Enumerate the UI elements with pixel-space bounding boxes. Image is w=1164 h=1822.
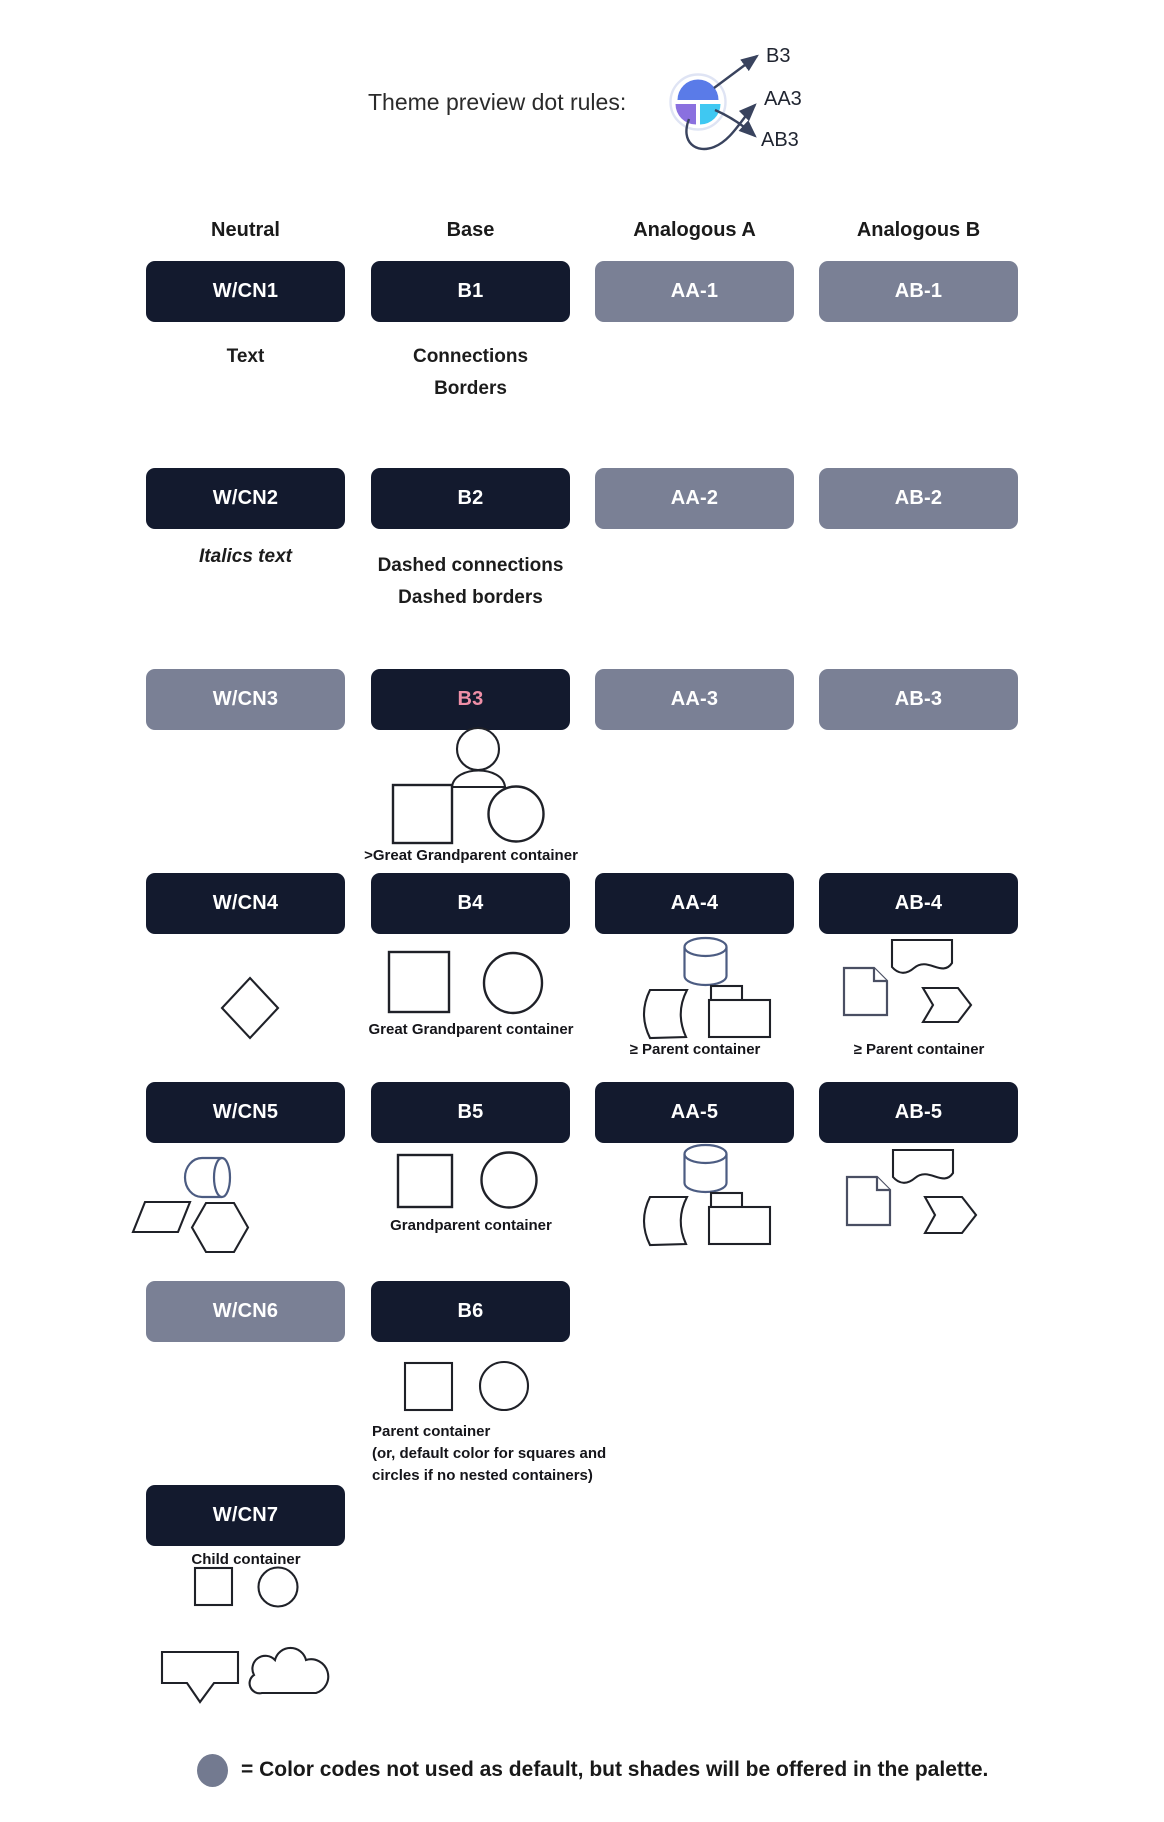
- ab4-container-shapes: [830, 930, 990, 1030]
- swatch-b4: B4: [371, 873, 570, 934]
- swatch-b6: B6: [371, 1281, 570, 1342]
- swatch-aa4: AA-4: [595, 873, 794, 934]
- aa5-container-shapes: [628, 1142, 778, 1250]
- dot-rule-label-analogous-b: AB3: [761, 129, 799, 151]
- swatch-wcn1: W/CN1: [146, 261, 345, 322]
- swatch-aa3: AA-3: [595, 669, 794, 730]
- b6-container-shapes: [400, 1356, 535, 1414]
- chevron-icon: [925, 1197, 976, 1233]
- note-b6-caption-line3: circles if no nested containers): [372, 1467, 593, 1484]
- note-aa4-caption: ≥ Parent container: [629, 1041, 761, 1058]
- note-base-dashed-connections: Dashed connections: [377, 555, 564, 576]
- page-title: Theme preview dot rules:: [368, 89, 627, 115]
- note-base-borders: Borders: [434, 378, 507, 399]
- square-icon: [393, 785, 452, 843]
- wcn7-child-shapes: [190, 1562, 302, 1612]
- square-icon: [398, 1155, 452, 1207]
- b5-container-shapes: [395, 1150, 545, 1212]
- note-b6-caption-line2: (or, default color for squares and: [372, 1445, 607, 1462]
- document-icon: [847, 1177, 890, 1225]
- swatch-ab4: AB-4: [819, 873, 1018, 934]
- swatch-b5: B5: [371, 1082, 570, 1143]
- swatch-wcn4: W/CN4: [146, 873, 345, 934]
- cylinder-icon: [685, 1145, 727, 1192]
- note-wcn7-caption: Child container: [191, 1551, 301, 1568]
- swatch-aa2: AA-2: [595, 468, 794, 529]
- swatch-b3: B3: [371, 669, 570, 730]
- circle-icon: [480, 1362, 528, 1410]
- folder-icon: [709, 1193, 770, 1244]
- dot-rule-label-base: B3: [766, 45, 791, 67]
- swatch-ab3: AB-3: [819, 669, 1018, 730]
- arrow-to-ab3: [715, 110, 755, 136]
- column-header-analogous-a: Analogous A: [633, 219, 756, 241]
- swatch-wcn3: W/CN3: [146, 669, 345, 730]
- wavy-document-icon: [892, 940, 952, 973]
- note-ab4-caption: ≥ Parent container: [853, 1041, 985, 1058]
- note-neutral-italics: Italics text: [199, 546, 292, 567]
- swatch-ab1: AB-1: [819, 261, 1018, 322]
- swatch-aa5: AA-5: [595, 1082, 794, 1143]
- wcn4-diamond-shape: [218, 976, 282, 1040]
- wcn7-extra-shapes: [156, 1636, 336, 1708]
- column-header-analogous-b: Analogous B: [856, 219, 981, 241]
- note-b5-caption: Grandparent container: [390, 1217, 552, 1234]
- square-icon: [195, 1568, 232, 1605]
- diamond-icon: [222, 978, 278, 1038]
- swatch-wcn7: W/CN7: [146, 1485, 345, 1546]
- hexagon-icon: [192, 1203, 248, 1252]
- swatch-wcn2: W/CN2: [146, 468, 345, 529]
- speech-bubble-icon: [162, 1652, 238, 1702]
- stored-data-icon: [644, 990, 687, 1038]
- ab5-container-shapes: [830, 1142, 990, 1242]
- circle-icon: [482, 1153, 537, 1208]
- circle-icon: [489, 787, 544, 842]
- dot-base-wedge: [678, 80, 719, 101]
- person-icon: [452, 728, 505, 787]
- arrow-to-b3: [714, 56, 757, 88]
- wcn5-shapes: [128, 1150, 258, 1258]
- note-base-dashed-borders: Dashed borders: [398, 587, 543, 608]
- chevron-icon: [923, 988, 971, 1022]
- note-b6-caption-line1: Parent container: [372, 1423, 491, 1440]
- aa4-container-shapes: [628, 933, 778, 1045]
- swatch-wcn5: W/CN5: [146, 1082, 345, 1143]
- legend-text: = Color codes not used as default, but shades will be offered in the palette.: [241, 1758, 989, 1781]
- column-header-neutral: Neutral: [211, 219, 280, 241]
- parallelogram-icon: [133, 1202, 190, 1232]
- horizontal-cylinder-icon: [185, 1158, 230, 1197]
- dot-rule-label-analogous-a: AA3: [764, 88, 802, 110]
- note-b3-caption: >Great Grandparent container: [364, 847, 578, 864]
- square-icon: [405, 1363, 452, 1410]
- note-neutral-text: Text: [226, 346, 265, 367]
- cylinder-icon: [685, 938, 727, 985]
- document-icon: [844, 968, 887, 1015]
- b3-container-shapes: [378, 724, 558, 848]
- circle-icon: [259, 1568, 298, 1607]
- swatch-b2: B2: [371, 468, 570, 529]
- swatch-wcn6: W/CN6: [146, 1281, 345, 1342]
- swatch-ab5: AB-5: [819, 1082, 1018, 1143]
- swatch-b1: B1: [371, 261, 570, 322]
- swatch-aa1: AA-1: [595, 261, 794, 322]
- legend-gray-dot: [197, 1754, 228, 1787]
- circle-icon: [484, 953, 542, 1013]
- column-header-base: Base: [446, 219, 495, 241]
- note-base-connections: Connections: [412, 346, 529, 367]
- note-b4-caption: Great Grandparent container: [368, 1021, 574, 1038]
- b4-container-shapes: [385, 946, 550, 1016]
- square-icon: [389, 952, 449, 1012]
- wavy-document-icon: [893, 1150, 953, 1183]
- cloud-icon: [250, 1648, 329, 1693]
- stored-data-icon: [644, 1197, 687, 1245]
- swatch-ab2: AB-2: [819, 468, 1018, 529]
- folder-icon: [709, 986, 770, 1037]
- theme-preview-dot-icon: [636, 16, 772, 156]
